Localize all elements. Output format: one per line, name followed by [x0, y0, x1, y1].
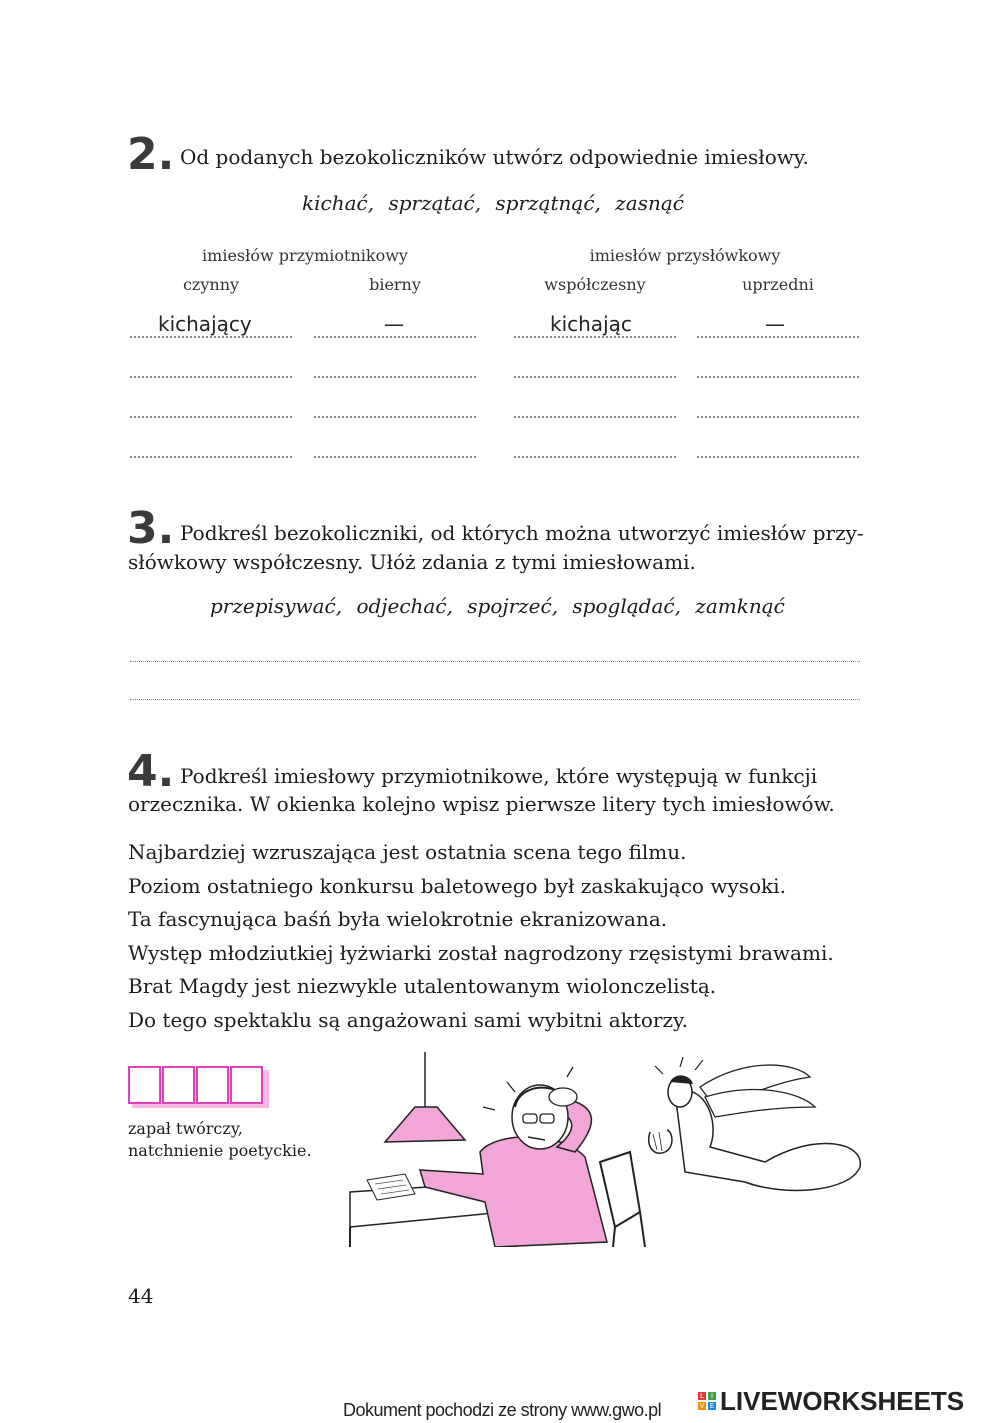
sentence: Do tego spektaklu są angażowani sami wybitni aktorzy. [128, 1007, 688, 1032]
answer-field-r3-c4[interactable] [697, 392, 859, 418]
exercise-4-instruction-line2: orzecznika. W okienka kolejno wpisz pierwsze litery tych imiesłowów. [128, 792, 835, 816]
sentence-answer-line-2[interactable] [130, 678, 860, 700]
answer-field-r4-c4[interactable] [697, 432, 859, 458]
answer-field-r4-c1[interactable] [130, 432, 292, 458]
exercise-2-instruction: Od podanych bezokoliczników utwórz odpowiednie imiesłowy. [180, 145, 809, 169]
answer-field-r1-c2[interactable] [314, 312, 476, 338]
page-number: 44 [128, 1284, 154, 1308]
answer-field-r2-c1[interactable] [130, 352, 292, 378]
col-header-prior: uprzedni [742, 275, 814, 294]
answer-field-r2-c4[interactable] [697, 352, 859, 378]
letter-boxes-hint [128, 1118, 312, 1162]
sentence: Występ młodziutkiej łyżwiarki został nagrodzony rzęsistymi brawami. [128, 940, 834, 965]
header-participle-adverbial: imiesłów przysłówkowy [589, 246, 781, 265]
answer-field-r3-c2[interactable] [314, 392, 476, 418]
letter-box-3[interactable] [196, 1066, 229, 1104]
letter-boxes [128, 1066, 267, 1108]
exercise-4-instruction-line1: Podkreśl imiesłowy przymiotnikowe, które występują w funkcji [180, 764, 818, 788]
letter-box-4[interactable] [230, 1066, 263, 1104]
sentence: Ta fascynująca baśń była wielokrotnie ekranizowana. [128, 907, 668, 931]
answer-text: — [384, 312, 404, 336]
answer-field-r3-c3[interactable] [514, 392, 676, 418]
exercise-4-number: 4. [127, 746, 175, 797]
liveworksheets-brand: LIVEWORKSHEETS [720, 1386, 965, 1416]
col-header-contemporary: współczesny [544, 275, 646, 294]
exercise-2-number: 2. [127, 129, 175, 180]
answer-text: — [765, 312, 785, 336]
exercise-3-words: przepisywać, odjechać, spojrzeć, spoglądać, zamknąć [210, 594, 785, 618]
col-header-passive: bierny [369, 275, 421, 294]
exercise-3-instruction-line2: słówkowy współczesny. Ułóż zdania z tymi imiesłowami. [128, 550, 696, 574]
answer-field-r2-c2[interactable] [314, 352, 476, 378]
header-participle-adjectival: imiesłów przymiotnikowy [202, 246, 408, 265]
exercise-3-instruction-line1: Podkreśl bezokoliczniki, od których można utworzyć imiesłów przy- [180, 521, 864, 545]
letter-box-2[interactable] [162, 1066, 195, 1104]
answer-field-r1-c3[interactable] [514, 312, 676, 338]
liveworksheets-logo-icon: L I V E [699, 1392, 715, 1410]
footer-source-text: Dokument pochodzi ze strony www.gwo.pl [343, 1400, 662, 1420]
letter-box-1[interactable] [128, 1066, 161, 1104]
exercise-2-words: kichać, sprzątać, sprzątnąć, zasnąć [302, 191, 684, 215]
col-header-active: czynny [182, 275, 240, 294]
sentence: Poziom ostatniego konkursu baletowego był zaskakująco wysoki. [128, 873, 786, 898]
hint-line-2: natchnienie poetyckie. [128, 1141, 312, 1160]
answer-field-r4-c3[interactable] [514, 432, 676, 458]
sentence-answer-line-1[interactable] [130, 640, 860, 662]
exercise-4-sentences [128, 836, 834, 1037]
poet-muse-illustration [345, 1052, 870, 1247]
answer-field-r3-c1[interactable] [130, 392, 292, 418]
sentence: Najbardziej wzruszająca jest ostatnia scena tego filmu. [128, 840, 687, 864]
answer-field-r1-c4[interactable] [697, 312, 859, 338]
hint-line-1: zapał twórczy, [128, 1119, 243, 1138]
answer-field-r4-c2[interactable] [314, 432, 476, 458]
answer-text: kichając [550, 312, 632, 336]
exercise-3-number: 3. [127, 503, 175, 554]
answer-field-r2-c3[interactable] [514, 352, 676, 378]
sentence: Brat Magdy jest niezwykle utalentowanym wiolonczelistą. [128, 974, 717, 998]
answer-text: kichający [158, 312, 252, 336]
answer-field-r1-c1[interactable] [130, 312, 292, 338]
